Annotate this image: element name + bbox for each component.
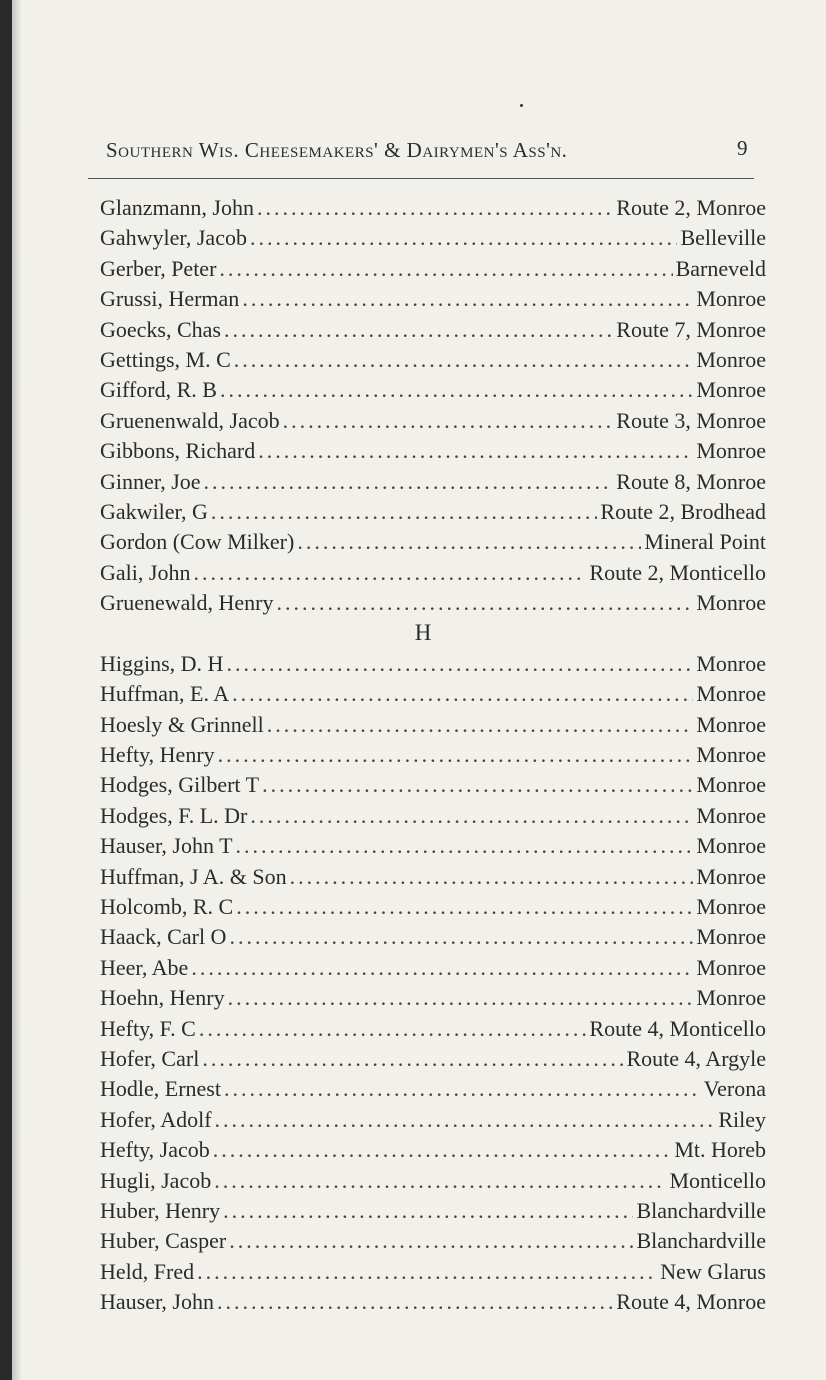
dot-leader [232,679,693,709]
entry-name: Hodges, F. L. Dr [100,802,248,828]
dot-leader [283,406,614,436]
directory-entry [100,588,766,618]
directory-entry [100,1014,766,1044]
header-rule [88,178,754,179]
entry-place: Monroe [696,286,766,312]
entry-name: Huffman, E. A [100,681,230,707]
entry-place: Monroe [696,833,766,859]
entry-place: Monroe [696,924,766,950]
dot-leader [229,1226,633,1256]
entry-name: Huber, Casper [100,1228,227,1254]
dot-leader [223,1196,633,1226]
dot-leader [211,497,598,527]
directory-entry [100,223,766,253]
entry-name: Hofer, Adolf [100,1106,212,1132]
entry-place: Route 8, Monroe [616,468,766,494]
dot-leader [220,375,693,405]
dot-leader [236,892,693,922]
directory-entry [100,1257,766,1287]
entry-place: Mt. Horeb [674,1137,766,1163]
entry-place: Route 4, Monticello [589,1015,766,1041]
entry-name: Haack, Carl O [100,924,227,950]
entry-name: Gordon (Cow Milker) [100,529,295,555]
entry-name: Ginner, Joe [100,468,201,494]
entry-place: Route 4, Argyle [626,1045,766,1071]
directory-entry [100,193,766,223]
entry-place: Monroe [696,711,766,737]
book-page [12,0,826,1380]
directory-entry [100,953,766,983]
entry-place: Monroe [696,346,766,372]
entry-place: Monroe [696,772,766,798]
directory-entry [100,1166,766,1196]
entry-name: Goecks, Chas [100,316,221,342]
entry-place: Route 2, Monroe [616,195,766,220]
directory-entry [100,406,766,436]
dot-leader [258,436,693,466]
dot-leader [229,922,693,952]
dot-leader [242,284,693,314]
entry-name: Hauser, John [100,1289,214,1315]
entry-name: Hefty, F. C [100,1015,196,1041]
entry-name: Higgins, D. H [100,650,224,676]
entry-place: Route 3, Monroe [616,407,766,433]
directory-entry [100,1044,766,1074]
directory-entry [100,1135,766,1165]
binding-shadow [12,0,22,1380]
directory-entry [100,284,766,314]
entry-name: Gettings, M. C [100,346,231,372]
directory-entry [100,831,766,861]
dot-leader [226,649,693,679]
dot-leader [199,1014,587,1044]
entry-place: Monroe [696,742,766,768]
dot-leader [214,1166,666,1196]
entry-name: Hodges, Gilbert T [100,772,260,798]
entry-name: Gibbons, Richard [100,438,256,464]
directory-entry [100,558,766,588]
entry-place: Monroe [696,863,766,889]
directory-entry [100,467,766,497]
directory-entry [100,1196,766,1226]
entry-place: Verona [703,1076,766,1102]
entry-name: Hodle, Ernest [100,1076,221,1102]
entry-place: Route 2, Monticello [589,559,766,585]
entry-place: Blanchardville [636,1228,766,1254]
dot-leader [277,588,694,618]
entry-place: Monroe [696,802,766,828]
entry-place: Belleville [680,225,766,251]
directory-entry [100,862,766,892]
dot-leader [224,1074,701,1104]
dot-leader [236,831,694,861]
entry-place: New Glarus [660,1258,766,1284]
directory-entry [100,345,766,375]
entry-place: Monticello [669,1167,766,1193]
dot-leader [191,953,693,983]
section-letter-h: H [414,620,432,646]
entry-name: Heer, Abe [100,954,189,980]
entry-name: Hefty, Jacob [100,1137,210,1163]
directory-entry [100,315,766,345]
directory-entry [100,801,766,831]
entry-name: Gifford, R. B [100,377,217,403]
dot-leader [250,801,693,831]
dot-leader [218,740,694,770]
page-number: 9 [737,136,748,160]
entry-name: Held, Fred [100,1258,195,1284]
directory-entry [100,892,766,922]
entry-place: Monroe [696,377,766,403]
dot-leader [257,193,613,223]
dot-leader [204,467,614,497]
dot-leader [228,983,694,1013]
entry-name: Gruenenwald, Jacob [100,407,280,433]
dot-leader [267,710,694,740]
directory-entry [100,497,766,527]
entry-name: Gahwyler, Jacob [100,225,247,251]
dot-leader [215,1105,716,1135]
entry-name: Hefty, Henry [100,742,215,768]
dot-leader [234,345,694,375]
directory-entry [100,679,766,709]
entry-name: Gali, John [100,559,191,585]
ink-speck [520,104,523,107]
dot-leader [290,862,694,892]
directory-entry [100,983,766,1013]
entry-name: Hoesly & Grinnell [100,711,264,737]
directory-entry [100,710,766,740]
entry-place: Blanchardville [636,1197,766,1223]
entry-name: Grussi, Herman [100,286,240,312]
entry-place: Monroe [696,650,766,676]
entry-name: Gakwiler, G [100,498,208,524]
entry-name: Hofer, Carl [100,1045,200,1071]
entry-place: Monroe [696,438,766,464]
directory-entry [100,375,766,405]
dot-leader [213,1135,672,1165]
entry-name: Hauser, John T [100,833,233,859]
entry-name: Gruenewald, Henry [100,590,274,616]
directory-entry [100,1287,766,1317]
running-header [106,134,756,170]
section-h-entries [100,649,766,1318]
directory-entry [100,922,766,952]
dot-leader [219,254,672,284]
entry-name: Hugli, Jacob [100,1167,212,1193]
entry-place: Riley [718,1106,766,1132]
dot-leader [202,1044,623,1074]
entry-place: Route 4, Monroe [616,1289,766,1315]
dot-leader [250,223,678,253]
section-g-entries [100,193,766,618]
entry-name: Hoehn, Henry [100,985,225,1011]
entry-name: Gerber, Peter [100,255,217,281]
entry-name: Glanzmann, John [100,195,254,220]
dot-leader [224,315,613,345]
directory-entry [100,649,766,679]
entry-name: Huffman, J A. & Son [100,863,287,889]
entry-place: Route 7, Monroe [616,316,766,342]
entry-place: Route 2, Brodhead [600,498,766,524]
entry-place: Monroe [696,681,766,707]
entry-place: Mineral Point [644,529,766,555]
entry-place: Monroe [696,985,766,1011]
directory-listing [100,193,766,1317]
entry-place: Monroe [696,590,766,616]
entry-place: Barneveld [675,255,766,281]
directory-entry [100,254,766,284]
entry-place: Monroe [696,893,766,919]
directory-entry [100,740,766,770]
directory-entry [100,1226,766,1256]
directory-entry [100,436,766,466]
header-title: Southern Wis. Cheesemakers' & Dairymen's Ass'n. [106,138,568,162]
dot-leader [197,1257,657,1287]
dot-leader [193,558,586,588]
entry-name: Holcomb, R. C [100,893,234,919]
directory-entry [100,770,766,800]
dot-leader [297,527,641,557]
dot-leader [262,770,693,800]
dot-leader [217,1287,613,1317]
directory-entry [100,1074,766,1104]
entry-name: Huber, Henry [100,1197,221,1223]
entry-place: Monroe [696,954,766,980]
directory-entry [100,527,766,557]
directory-entry [100,1105,766,1135]
